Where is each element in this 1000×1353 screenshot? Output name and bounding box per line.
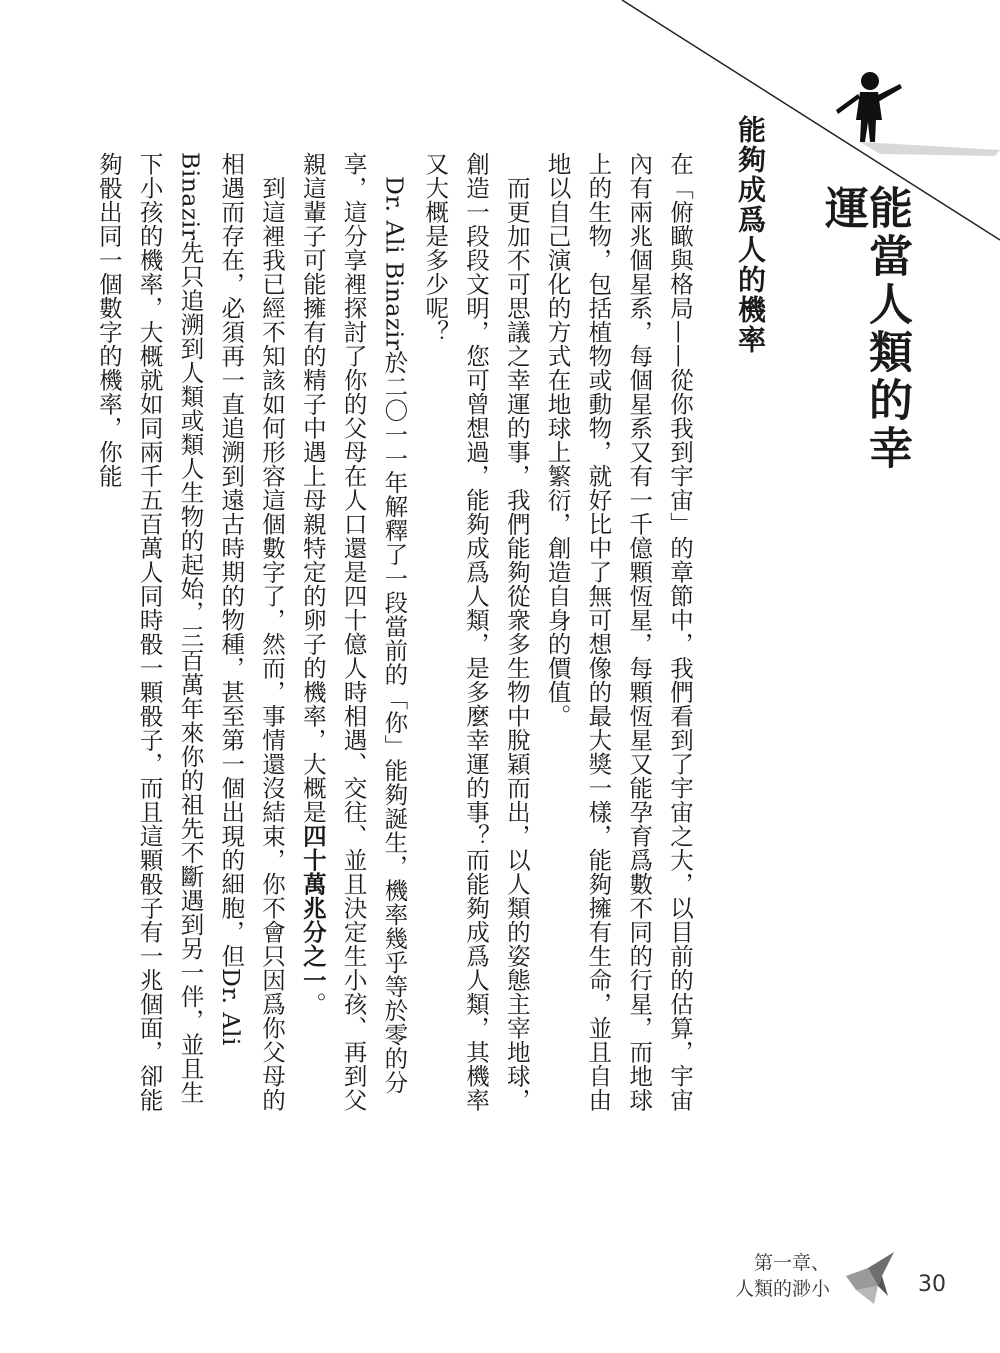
chapter-title: 能當人類的幸運 <box>817 185 912 473</box>
paragraph-1: 在「俯瞰與格局——從你我到宇宙」的章節中，我們看到了宇宙之大，以目前的估算，宇宙內有兩兆個星系，每個星系又有一千億顆恆星，每顆恆星又能孕育爲數不同的行星，而地球上的生物，包括植物或動物，就好比中了無可想像的最大獎一樣，能夠擁有生命，並且自由地以自己演化的方式在地球上繁衍，創造自身的價值。 <box>543 152 694 1112</box>
footer-chapter-number: 第一章、 <box>753 1252 830 1274</box>
tightrope-walker-illustration <box>820 70 1000 170</box>
paragraph-3 <box>292 152 414 1112</box>
paragraph-4: 到這裡我已經不知該如何形容這個數字了，然而，事情還沒結束，你不會只因爲你父母的相遇而存在，必須再一直追溯到遠古時期的物種，甚至第一個出現的細胞，但Dr. Ali Binazir先只追溯到人類或類人生物的起始，三百萬年來你的祖先不斷遇到另一伴，並且生下小孩的機率，大概就如同兩千五百萬人同時骰一顆骰子，而且這顆骰子有一兆個面，卻能夠骰出同一個數字的機率，你能 <box>94 152 287 1112</box>
page-number: 30 <box>918 1272 946 1297</box>
emphasis-value: 四十萬兆分之一 <box>298 824 327 992</box>
footer-chapter-name: 人類的渺小 <box>734 1278 830 1300</box>
paragraph-2: 而更加不可思議之幸運的事，我們能夠從衆多生物中脫穎而出，以人類的姿態主宰地球，創造一段段文明，您可曾想過，能夠成爲人類，是多麼幸運的事？而能夠成爲人類，其機率又大概是多少呢？ <box>421 152 531 1112</box>
origami-bird-icon <box>838 1246 902 1310</box>
chapter-footer <box>735 1250 830 1302</box>
section-heading: 能夠成爲人的機率 <box>734 115 767 355</box>
paragraph-3-text: Dr. Ali Binazir於二〇一一年解釋了一段當前的「你」能夠誕生，機率幾乎等於零的分享，這分享裡探討了你的父母在人口還是四十億人時相遇、交往、並且決定生小孩、再到父親這輩子可能擁有的精子中遇上母親特定的卵子的機率，大概是 <box>298 152 409 1112</box>
body-text <box>94 152 700 1112</box>
paragraph-3-end: 。 <box>298 992 327 1016</box>
